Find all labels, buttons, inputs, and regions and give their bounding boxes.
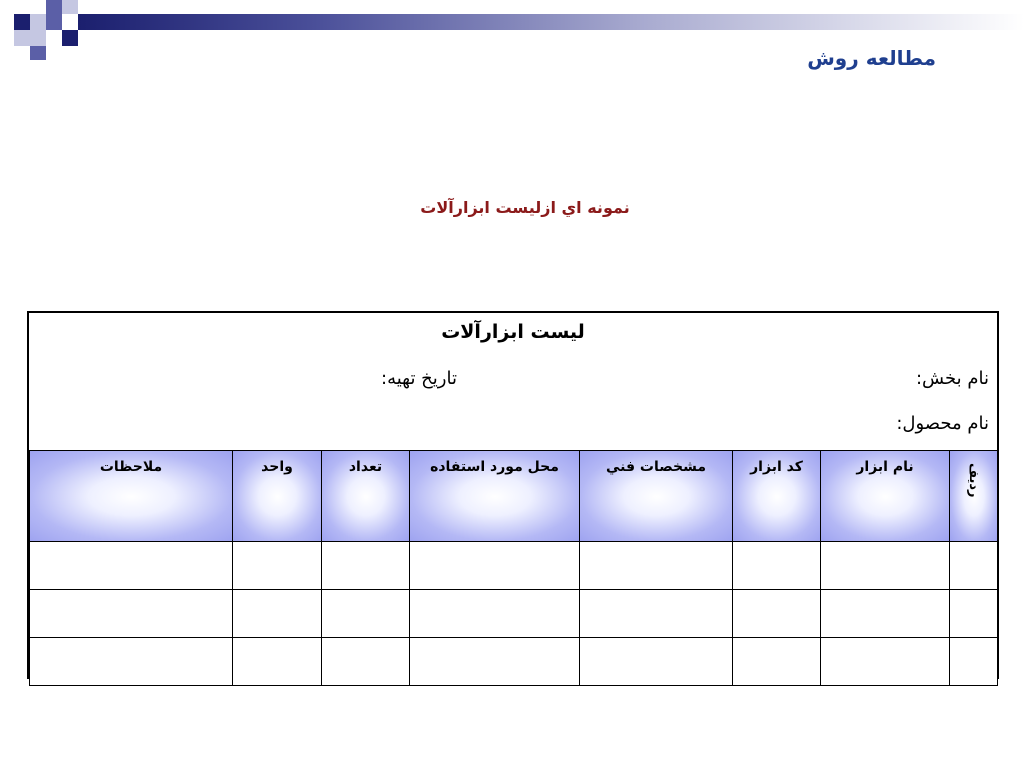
table-cell	[950, 638, 998, 686]
column-header-notes: ملاحظات	[30, 451, 233, 542]
column-header-row-number	[950, 451, 998, 542]
table-cell	[322, 638, 410, 686]
table-cell	[30, 542, 233, 590]
table-cell	[322, 542, 410, 590]
column-header-quantity: تعداد	[322, 451, 410, 542]
table-cell	[580, 590, 733, 638]
table-cell	[733, 638, 821, 686]
table-cell	[821, 638, 950, 686]
table-cell	[950, 542, 998, 590]
tool-table	[29, 450, 998, 686]
form-title: ليست ابزارآلات	[441, 321, 585, 343]
table-cell	[233, 590, 322, 638]
tool-list-form	[27, 311, 999, 679]
table-cell	[733, 590, 821, 638]
column-header-label: رديف	[966, 463, 981, 498]
table-cell	[580, 638, 733, 686]
product-label: نام محصول:	[896, 413, 989, 434]
slide-caption: نمونه اي ازليست ابزارآلات	[420, 198, 630, 217]
table-cell	[233, 542, 322, 590]
header-gradient-bar	[78, 14, 1024, 30]
slide-title: مطالعه روش	[807, 46, 936, 70]
table-cell	[580, 542, 733, 590]
decor-square	[30, 30, 46, 46]
form-header	[29, 313, 997, 451]
table-row	[30, 590, 998, 638]
table-cell	[410, 590, 580, 638]
table-cell	[322, 590, 410, 638]
table-cell	[30, 638, 233, 686]
column-header-unit: واحد	[233, 451, 322, 542]
table-cell	[733, 542, 821, 590]
decor-square	[14, 30, 30, 46]
decor-square	[62, 0, 78, 14]
decor-square	[46, 14, 62, 30]
column-header-specs: مشخصات فني	[580, 451, 733, 542]
column-header-tool-code: كد ابزار	[733, 451, 821, 542]
decor-square	[62, 30, 78, 46]
table-cell	[410, 542, 580, 590]
decor-square	[30, 46, 46, 60]
column-header-tool-name: نام ابزار	[821, 451, 950, 542]
decor-square	[14, 14, 30, 30]
table-cell	[821, 542, 950, 590]
table-row	[30, 542, 998, 590]
table-cell	[950, 590, 998, 638]
decor-square	[30, 14, 46, 30]
column-header-usage-location: محل مورد استفاده	[410, 451, 580, 542]
table-row	[30, 638, 998, 686]
table-cell	[410, 638, 580, 686]
decor-square	[46, 0, 62, 14]
date-label: تاريخ تهيه:	[381, 368, 457, 389]
department-label: نام بخش:	[915, 368, 989, 389]
table-header-row	[30, 451, 998, 542]
table-cell	[821, 590, 950, 638]
table-cell	[233, 638, 322, 686]
table-cell	[30, 590, 233, 638]
